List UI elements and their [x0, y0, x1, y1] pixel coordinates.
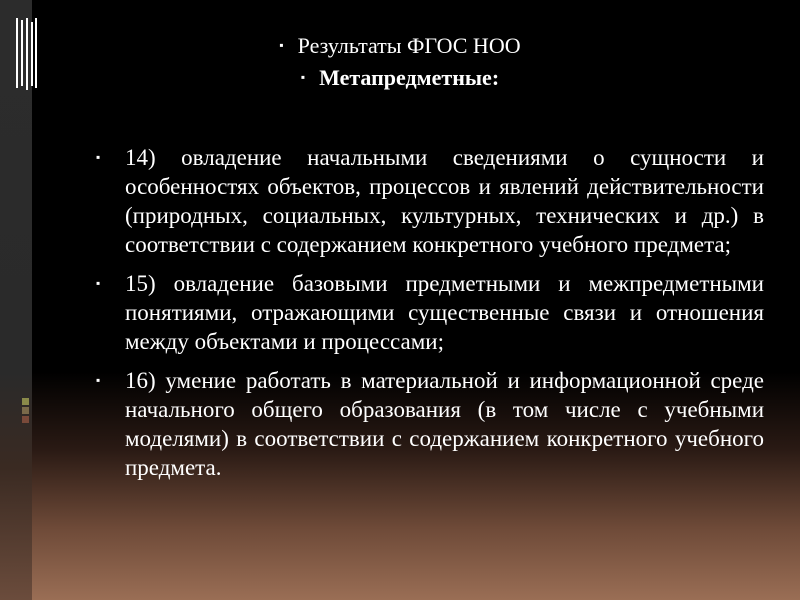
square-bullet-icon: ▪	[96, 150, 101, 164]
list-item	[92, 143, 764, 259]
square-bullet-icon: ▪	[96, 276, 101, 290]
bullet-list	[92, 143, 764, 492]
header-subtitle-line	[0, 62, 800, 94]
square-bullet-icon: ▪	[96, 373, 101, 387]
list-item	[92, 269, 764, 356]
list-item	[92, 366, 764, 482]
square-bullet-icon: ▪	[300, 70, 306, 84]
list-item-text: 16) умение работать в материальной и информационной среде начального общего образования (в том числе с учебными моделями) в соответствии с содержанием конкретного учебного предмета.	[125, 368, 764, 480]
slide-subtitle: Метапредметные:	[319, 65, 500, 90]
header-title-line	[0, 30, 800, 62]
decorative-square-icon	[22, 407, 29, 414]
square-bullet-icon: ▪	[279, 38, 284, 52]
decorative-square-icon	[22, 398, 29, 405]
list-item-text: 14) овладение начальными сведениями о сущности и особенностях объектов, процессов и явлений действительности (природных, социальных, культурных, технических и др.) в соответствии с содержанием конкретного учебного предмета;	[125, 145, 764, 257]
decorative-square-icon	[22, 416, 29, 423]
slide-header	[0, 30, 800, 94]
slide-title: Результаты ФГОС НОО	[297, 33, 521, 58]
list-item-text: 15) овладение базовыми предметными и межпредметными понятиями, отражающими существенные связи и отношения между объектами и процессами;	[125, 271, 764, 354]
